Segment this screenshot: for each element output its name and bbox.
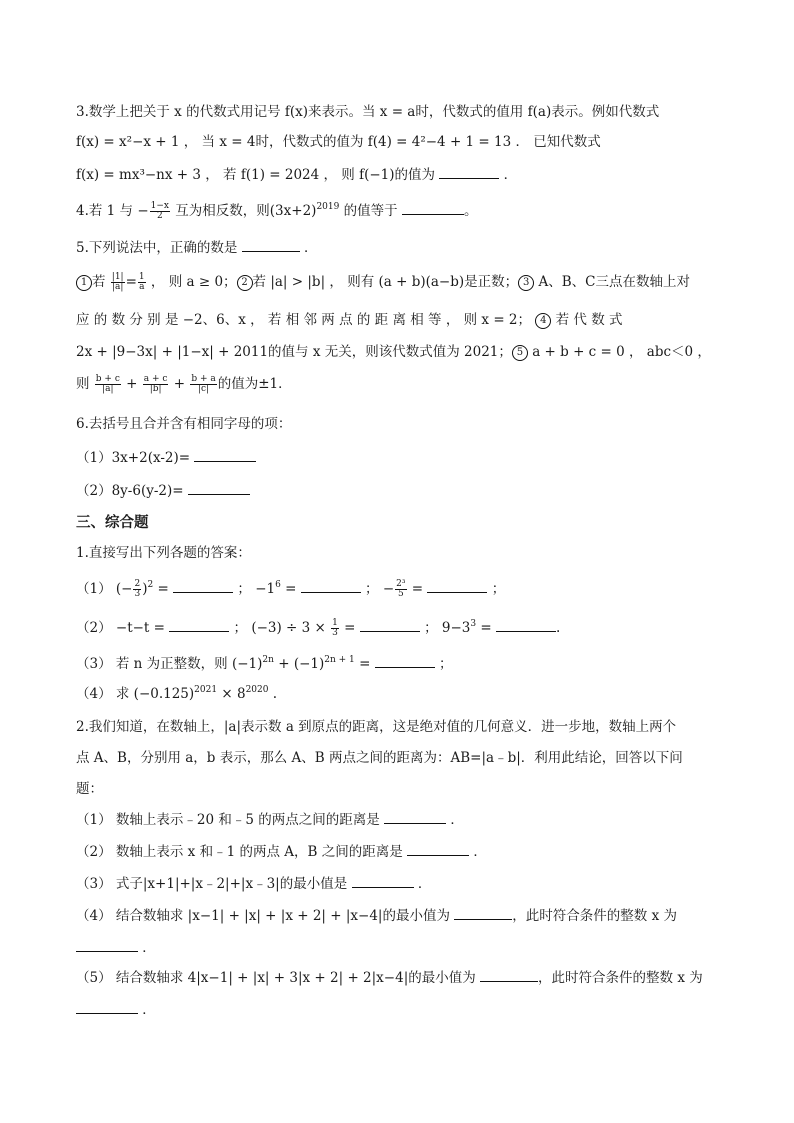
answer-blank[interactable]: [169, 617, 229, 632]
q3-line-2: f(x) = x²−x + 1 ， 当 x = 4时，代数式的值为 f(4) = 4²−4 + 1 = 13 ． 已知代数式: [76, 134, 601, 150]
p2-item-2: （2） 数轴上表示 x 和﹣1 的两点 A，B 之间的距离是 ．: [76, 841, 726, 862]
answer-blank[interactable]: [480, 967, 538, 982]
p2-item-5-cont: ．: [76, 999, 726, 1020]
p1-row-2: （2） −t−t = ； (−3) ÷ 3 × $\frac{1}{3}$ = ； $9-3^3$ = .: [76, 618, 561, 638]
q5-line-5: 则 $\frac{b + c}{|a|}$ + $\frac{a + c}{|b|}$ + $\frac{b + a}{|c|}$ 的值为±1．: [76, 374, 292, 394]
p2-item-3: （3） 式子|x+1|+|x﹣2|+|x﹣3|的最小值是 ．: [76, 873, 726, 894]
answer-blank[interactable]: [194, 447, 256, 462]
answer-blank[interactable]: [173, 578, 233, 593]
p1-row-3: （3） 若 n 为正整数，则 $(-1)^{2n} + (-1)^{2n + 1}$ = ；: [76, 655, 453, 672]
q6-item-1: （1）3x+2(x-2)=: [76, 447, 726, 468]
p1-row-4: （4） 求 $(-0.125)^{2021} \times 8^{2020}$ .: [76, 685, 278, 702]
p2-item-4-cont: ．: [76, 937, 726, 958]
answer-blank[interactable]: [301, 578, 361, 593]
q4-line: 4.若 1 与 − $\frac{1-x}{2}$ 互为相反数，则$(3x+2)^{2019}$ 的值等于 。: [76, 201, 478, 221]
q3-line-1: 3.数学上把关于 x 的代数式用记号 f(x)来表示。当 x = a时，代数式的值用 f(a)表示。例如代数式: [76, 104, 660, 120]
answer-blank[interactable]: [352, 873, 414, 888]
p1-title: 1.直接写出下列各题的答案：: [76, 545, 251, 561]
answer-blank[interactable]: [375, 653, 435, 668]
q5-line-3: 应 的 数 分 别 是 −2、6、x ， 若 相 邻 两 点 的 距 离 相 等 ， 则 x = 2； 4 若 代 数 式: [76, 312, 623, 328]
answer-blank[interactable]: [384, 809, 446, 824]
answer-blank[interactable]: [402, 200, 464, 215]
answer-blank[interactable]: [496, 617, 556, 632]
p2-item-4: （4） 结合数轴求 |x−1| + |x| + |x + 2| + |x−4|的最小值为 ，此时符合条件的整数 x 为: [76, 905, 726, 926]
q5-line-4: 2x + |9−3x| + |1−x| + 2011的值与 x 无关，则该代数式值为 2021； 5 a + b + c = 0 ， abc＜0 ，: [76, 344, 711, 360]
q5-line-2: 1 若 $\frac{|1|}{|a|}$ = $\frac{1}{a}$ ， 则 a ≥ 0； 2 若 |a| > |b| ， 则有 (a + b)(a−b)是正数； 3 A、B、C三点在数轴上对: [76, 272, 726, 292]
answer-blank[interactable]: [439, 164, 499, 179]
q3-line-3: f(x) = mx³−nx + 3 ， 若 f(1) = 2024 ， 则 f(−1)的值为 ．: [76, 164, 726, 185]
q6-item-2: （2）8y-6(y-2)=: [76, 480, 726, 501]
answer-blank[interactable]: [76, 937, 138, 952]
p2-item-5: （5） 结合数轴求 4|x−1| + |x| + 3|x + 2| + 2|x−4|的最小值为 ，此时符合条件的整数 x 为: [76, 967, 726, 988]
answer-blank[interactable]: [76, 999, 138, 1014]
p2-line-1: 2.我们知道，在数轴上，|a|表示数 a 到原点的距离，这是绝对值的几何意义．进一步地，数轴上两个: [76, 719, 677, 735]
p2-line-2: 点 A、B，分别用 a，b 表示，那么 A、B 两点之间的距离为：AB=|a﹣b|．利用此结论，回答以下问: [76, 750, 683, 766]
answer-blank[interactable]: [407, 841, 469, 856]
p1-row-1: （1） (− $\frac{2}{3}$ )$^2$ = ； $-1^6$ = ； − $\frac{\text{2³}}{5}$ = ；: [76, 579, 506, 599]
answer-blank[interactable]: [242, 237, 300, 252]
p2-line-3: 题：: [76, 781, 103, 797]
answer-blank[interactable]: [360, 617, 420, 632]
answer-blank[interactable]: [427, 578, 487, 593]
q5-line-1: 5.下列说法中，正确的数是 ．: [76, 237, 726, 258]
answer-blank[interactable]: [188, 480, 250, 495]
p2-item-1: （1） 数轴上表示﹣20 和﹣5 的两点之间的距离是 ．: [76, 809, 726, 830]
q6-title: 6.去括号且合并含有相同字母的项：: [76, 416, 292, 432]
answer-blank[interactable]: [454, 905, 512, 920]
section-heading: 三、综合题: [76, 515, 149, 531]
